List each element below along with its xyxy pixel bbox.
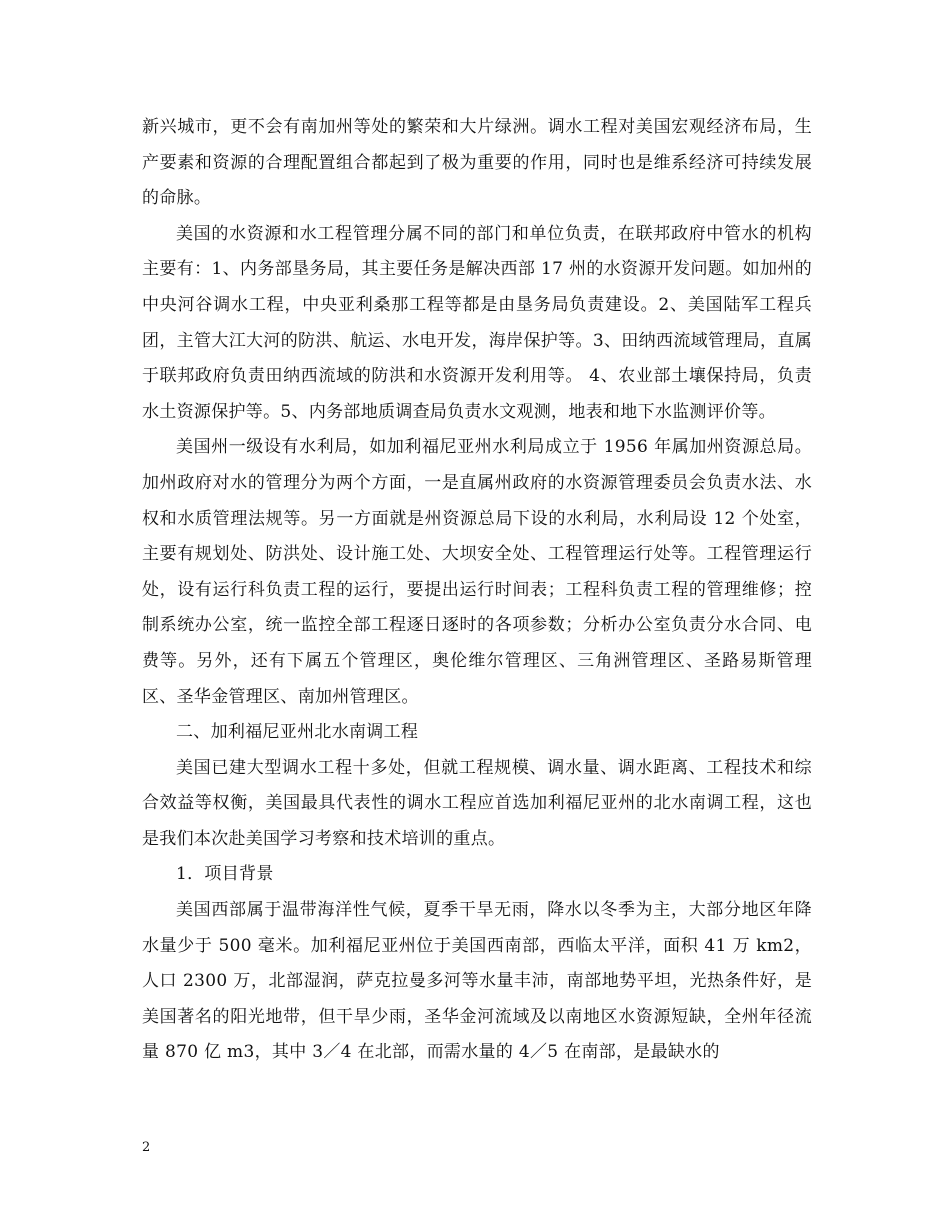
paragraph-4: 美国已建大型调水工程十多处，但就工程规模、调水量、调水距离、工程技术和综合效益等权衡，美国最具代表性的调水工程应首选加利福尼亚州的北水南调工程，这也是我们本次赴美国学习考察和技术培训的重点。: [142, 757, 812, 849]
paragraph-2: 美国的水资源和水工程管理分属不同的部门和单位负责，在联邦政府中管水的机构主要有：1、内务部垦务局，其主要任务是解决西部 17 州的水资源开发问题。如加州的中央河谷调水工程，中央亚利桑那工程等都是由垦务局负责建设。2、美国陆军工程兵团，主管大江大河的防洪、航运、水电开发，海岸保护等。3、田纳西流域管理局，直属于联邦政府负责田纳西流域的防洪和水资源开发利用等。 4、农业部土壤保持局，负责水土资源保护等。5、内务部地质调查局负责水文观测，地表和地下水监测评价等。: [142, 223, 812, 422]
page-number: 2: [142, 1140, 151, 1155]
paragraph-1: 新兴城市，更不会有南加州等处的繁荣和大片绿洲。调水工程对美国宏观经济布局，生产要素和资源的合理配置组合都起到了极为重要的作用，同时也是维系经济可持续发展的命脉。: [142, 117, 812, 209]
section-heading: 二、加利福尼亚州北水南调工程: [176, 722, 419, 743]
subsection-heading: 1．项目背景: [176, 864, 274, 885]
paragraph-5: 美国西部属于温带海洋性气候，夏季干旱无雨，降水以冬季为主，大部分地区年降水量少于 500 毫米。加利福尼亚州位于美国西南部，西临太平洋，面积 41 万 km2，人口 2300 万，北部湿润，萨克拉曼多河等水量丰沛，南部地势平坦，光热条件好，是美国著名的阳光地带，但干旱少雨，圣华金河流域及以南地区水资源短缺，全州年径流量 870 亿 m3，其中 3／4 在北部，而需水量的 4／5 在南部，是最缺水的: [142, 900, 812, 1063]
paragraph-3: 美国州一级设有水利局，如加利福尼亚州水利局成立于 1956 年属加州资源总局。加州政府对水的管理分为两个方面，一是直属州政府的水资源管理委员会负责水法、水权和水质管理法规等。另一方面就是州资源总局下设的水利局，水利局设 12 个处室，主要有规划处、防洪处、设计施工处、大坝安全处、工程管理运行处等。工程管理运行处，设有运行科负责工程的运行，要提出运行时间表；工程科负责工程的管理维修；控制系统办公室，统一监控全部工程逐日逐时的各项参数；分析办公室负责分水合同、电费等。另外，还有下属五个管理区，奥伦维尔管理区、三角洲管理区、圣路易斯管理区、圣华金管理区、南加州管理区。: [142, 437, 812, 707]
body-text: [142, 110, 812, 1071]
